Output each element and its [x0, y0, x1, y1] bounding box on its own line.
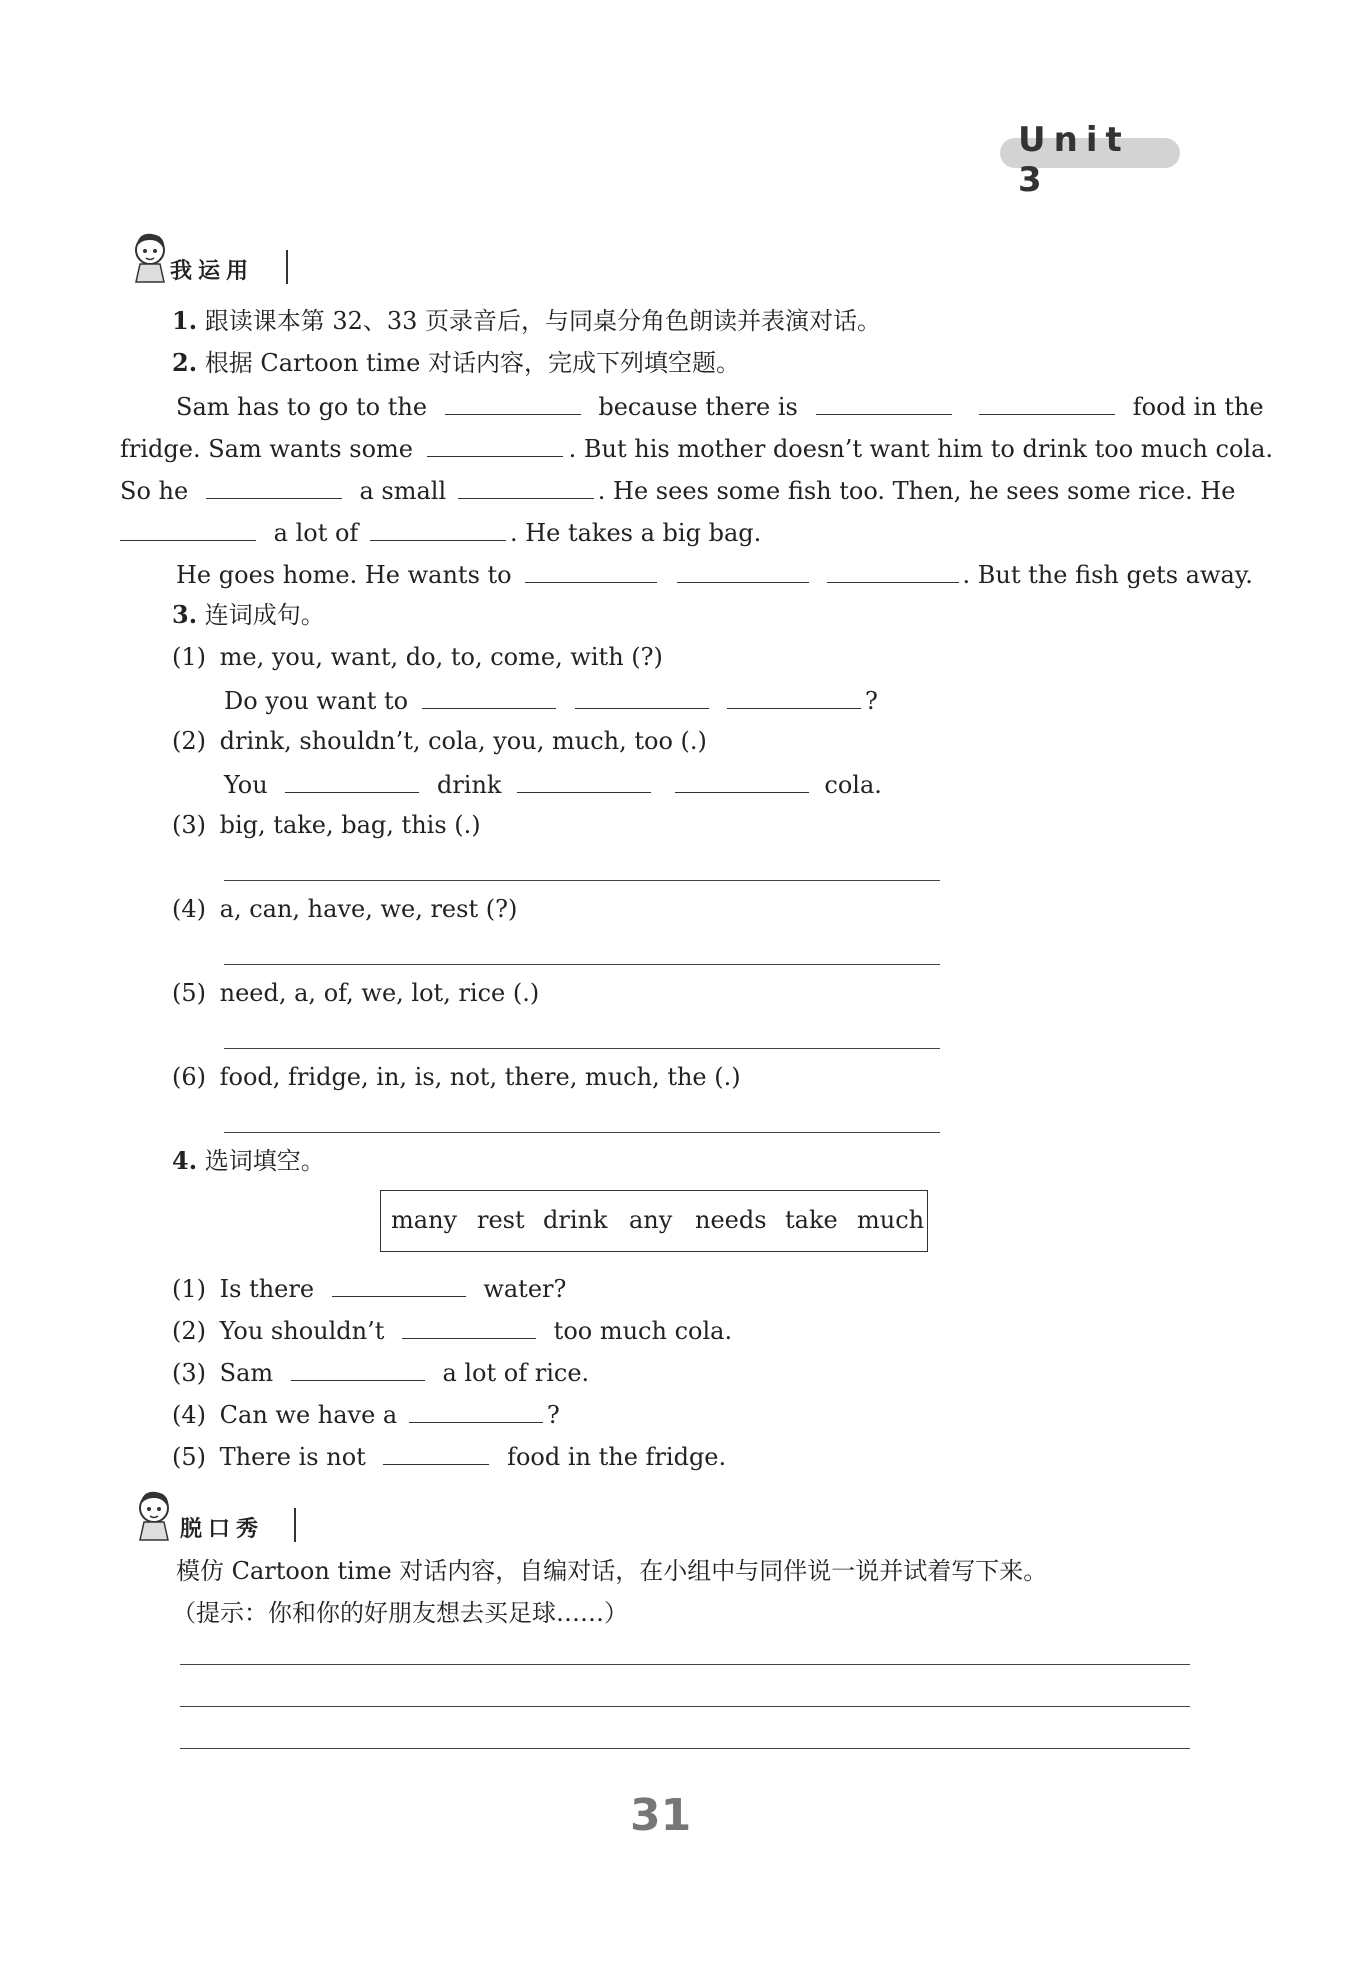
talk-show-instruction: 模仿 Cartoon time 对话内容，自编对话，在小组中与同伴说一说并试着写下来。	[176, 1557, 1048, 1585]
answer-line[interactable]	[224, 964, 940, 965]
girl-mascot-icon	[124, 1486, 180, 1542]
section-title-talk-show: 脱口秀	[180, 1517, 265, 1542]
writing-line[interactable]	[180, 1748, 1190, 1749]
answer-blank[interactable]	[409, 1398, 543, 1423]
word-option: any	[629, 1206, 673, 1234]
word-bank	[380, 1190, 928, 1252]
q1: 1. 跟读课本第 32、33 页录音后，与同桌分角色朗读并表演对话。	[172, 306, 882, 335]
word-option: rest	[477, 1206, 525, 1234]
answer-blank[interactable]	[332, 1272, 466, 1297]
word-option: take	[785, 1206, 838, 1234]
q2: 2. 根据 Cartoon time 对话内容，完成下列填空题。	[172, 348, 741, 377]
page-number: 31	[630, 1790, 692, 1841]
answer-blank[interactable]	[575, 684, 709, 709]
answer-blank[interactable]	[677, 558, 809, 583]
q4-item-4: (4) Can we have a ?	[172, 1398, 560, 1430]
answer-line[interactable]	[224, 1132, 940, 1133]
answer-blank[interactable]	[370, 516, 506, 541]
q2-line-3: So he a small . He sees some fish too. Then, he sees some rice. He	[120, 474, 1236, 506]
q3-item-4: (4) a, can, have, we, rest (?)	[172, 895, 518, 923]
q4-item-3: (3) Sam a lot of rice.	[172, 1356, 589, 1388]
girl-mascot-icon	[120, 228, 176, 284]
q2-line-4: a lot of . He takes a big bag.	[120, 516, 761, 548]
q3-item-1: (1) me, you, want, do, to, come, with (?)	[172, 643, 663, 671]
answer-blank[interactable]	[291, 1356, 425, 1381]
writing-line[interactable]	[180, 1706, 1190, 1707]
q4: 4. 选词填空。	[172, 1146, 325, 1175]
answer-blank[interactable]	[816, 390, 952, 415]
answer-line[interactable]	[224, 880, 940, 881]
answer-blank[interactable]	[525, 558, 657, 583]
q3-item-3: (3) big, take, bag, this (.)	[172, 811, 481, 839]
talk-show-hint: （提示：你和你的好朋友想去买足球……）	[172, 1599, 628, 1627]
section-divider	[294, 1508, 296, 1542]
q3-item-5: (5) need, a, of, we, lot, rice (.)	[172, 979, 540, 1007]
answer-blank[interactable]	[402, 1314, 536, 1339]
answer-blank[interactable]	[458, 474, 594, 499]
answer-blank[interactable]	[979, 390, 1115, 415]
answer-blank[interactable]	[285, 768, 419, 793]
q4-item-5: (5) There is not food in the fridge.	[172, 1440, 726, 1472]
q4-item-2: (2) You shouldn’t too much cola.	[172, 1314, 732, 1346]
answer-line[interactable]	[224, 1048, 940, 1049]
q2-line-5: He goes home. He wants to . But the fish gets away.	[176, 558, 1253, 590]
q3: 3. 连词成句。	[172, 600, 325, 629]
answer-blank[interactable]	[120, 516, 256, 541]
word-option: needs	[695, 1206, 767, 1234]
word-option: many	[391, 1206, 458, 1234]
q3-answer-1: Do you want to ?	[224, 684, 878, 716]
answer-blank[interactable]	[827, 558, 959, 583]
answer-blank[interactable]	[427, 432, 563, 457]
section-title-apply: 我运用	[170, 259, 255, 284]
word-option: drink	[543, 1206, 608, 1234]
answer-blank[interactable]	[445, 390, 581, 415]
q3-item-6: (6) food, fridge, in, is, not, there, much, the (.)	[172, 1063, 741, 1091]
q3-answer-2: You drink cola.	[224, 768, 882, 800]
answer-blank[interactable]	[383, 1440, 489, 1465]
unit-header	[1000, 120, 1180, 200]
answer-blank[interactable]	[206, 474, 342, 499]
answer-blank[interactable]	[675, 768, 809, 793]
q2-line-1: Sam has to go to the because there is food in the	[176, 390, 1264, 422]
q2-line-2: fridge. Sam wants some . But his mother doesn’t want him to drink too much cola.	[120, 432, 1273, 464]
answer-blank[interactable]	[422, 684, 556, 709]
answer-blank[interactable]	[727, 684, 861, 709]
section-divider	[286, 250, 288, 284]
word-option: much	[857, 1206, 925, 1234]
unit-title: Unit 3	[1018, 120, 1130, 200]
q4-item-1: (1) Is there water?	[172, 1272, 566, 1304]
writing-line[interactable]	[180, 1664, 1190, 1665]
q3-item-2: (2) drink, shouldn’t, cola, you, much, too (.)	[172, 727, 707, 755]
answer-blank[interactable]	[517, 768, 651, 793]
